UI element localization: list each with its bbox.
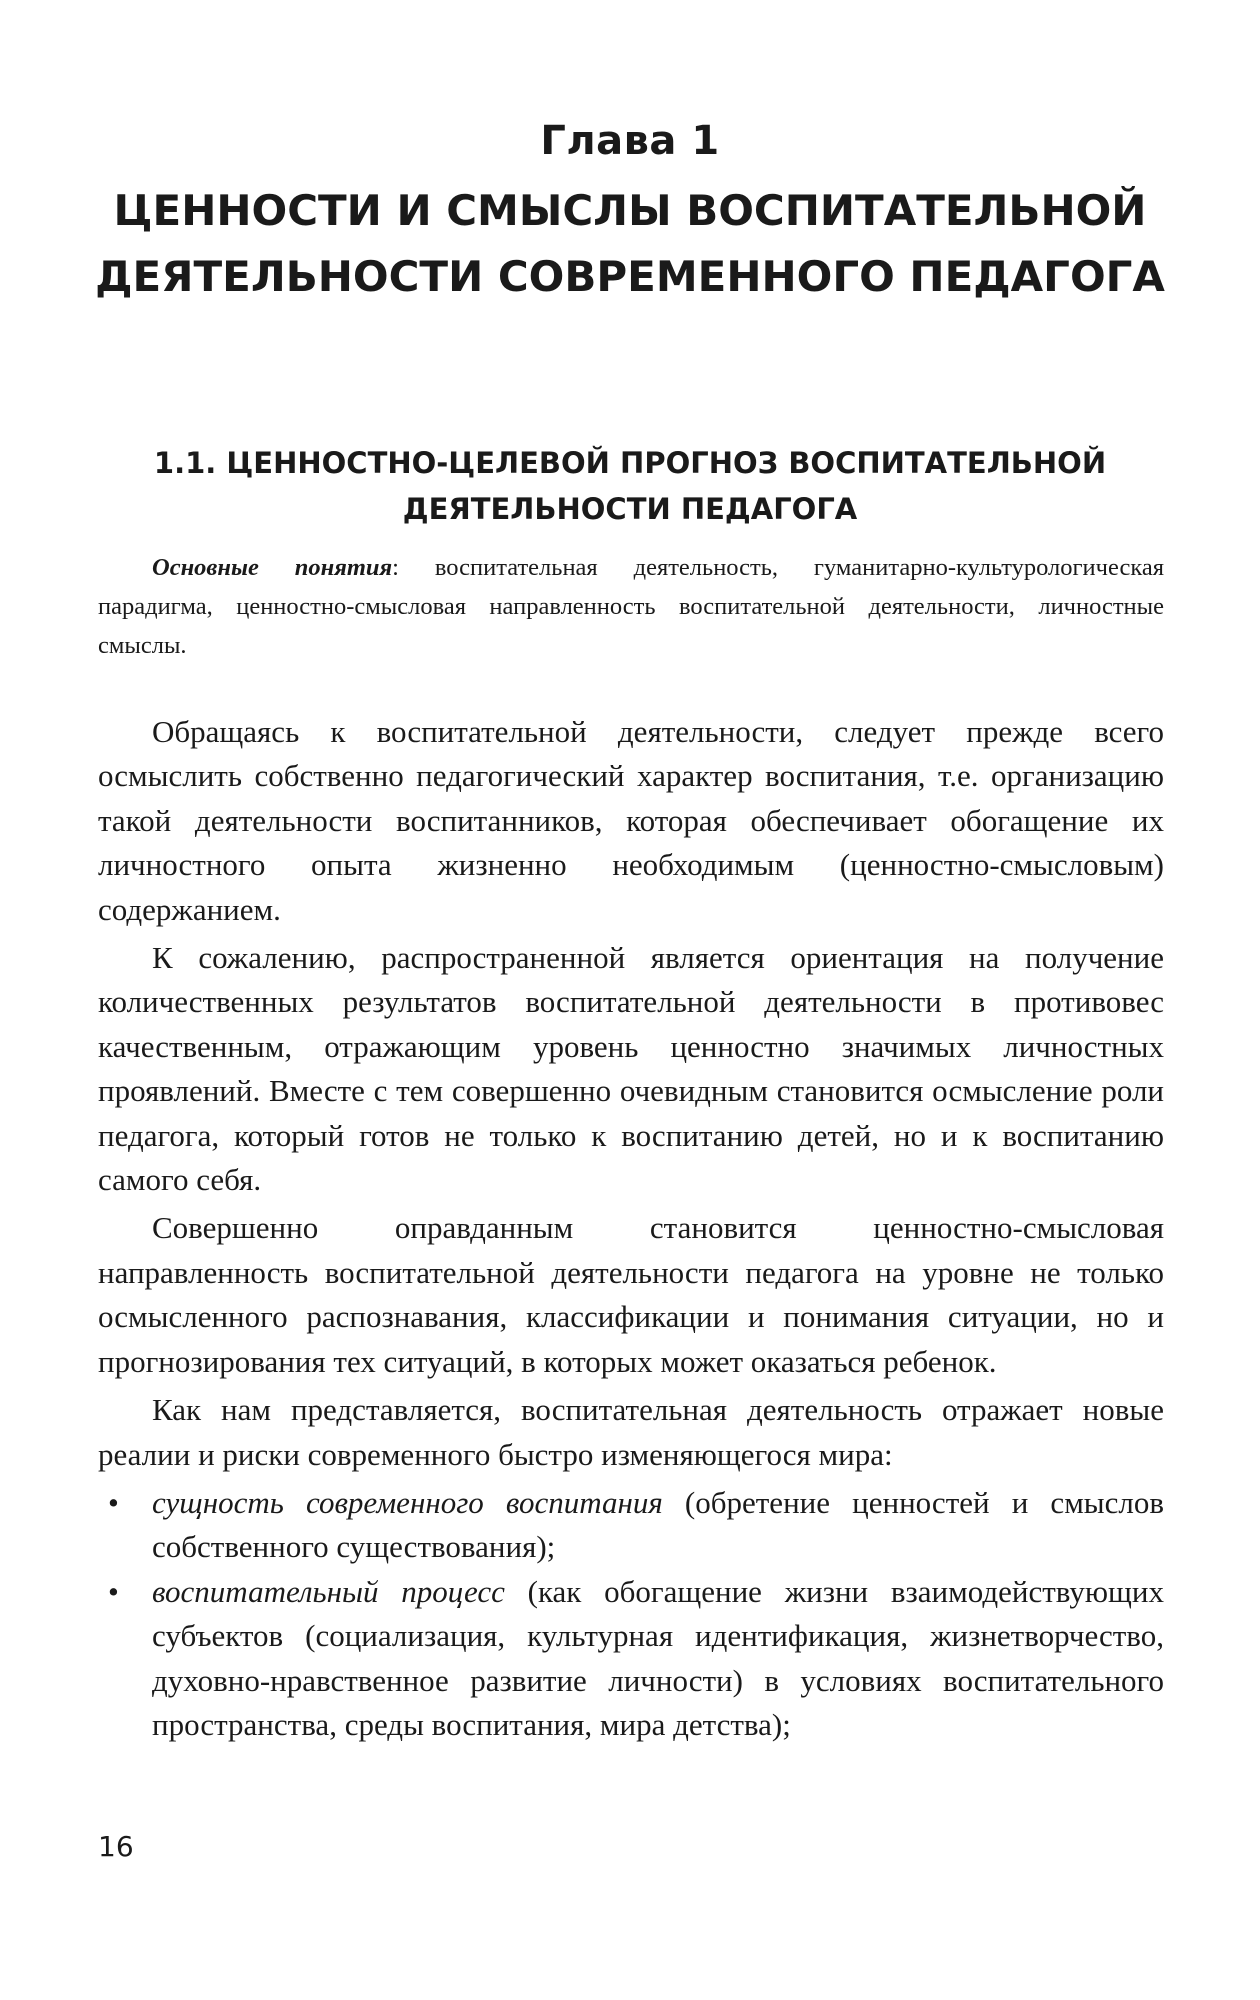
bullet-list	[98, 1481, 1164, 1747]
section-title: 1.1. ЦЕННОСТНО-ЦЕЛЕВОЙ ПРОГНОЗ ВОСПИТАТЕЛЬНОЙ ДЕЯТЕЛЬНОСТИ ПЕДАГОГА	[153, 446, 1107, 526]
bullet-marker: •	[108, 1573, 119, 1609]
key-concepts-text: : воспитательная деятельность, гуманитарно-культурологическая парадигма, ценностно-смысловая направленность воспитательной деятельности, личностные смыслы.	[98, 554, 1164, 659]
paragraph: Как нам представляется, воспитательная деятельность отражает новые реалии и риски современного быстро изменяющегося мира:	[98, 1392, 1164, 1472]
bullet-text: (как обогащение жизни взаимодействующих субъектов (социализация, культурная идентификация, жизнетворчество, духовно-нравственное развитие личности) в условиях воспитательного пространства, среды воспитания, мира детства);	[152, 1573, 1164, 1742]
chapter-title: ЦЕННОСТИ И СМЫСЛЫ ВОСПИТАТЕЛЬНОЙ ДЕЯТЕЛЬНОСТИ СОВРЕМЕННОГО ПЕДАГОГА	[95, 186, 1165, 301]
bullet-term: воспитательный процесс	[152, 1573, 505, 1609]
paragraph: Совершенно оправданным становится ценностно-смысловая направленность воспитательной деятельности педагога на уровне не только осмысленного распознавания, классификации и понимания ситуации, но и прогнозирования тех ситуаций, в которых может оказаться ребенок.	[98, 1210, 1164, 1379]
bullet-marker: •	[108, 1484, 119, 1520]
bullet-text: (обретение ценностей и смыслов собственного существования);	[152, 1484, 1164, 1565]
bullet-term: сущность современного воспитания	[152, 1484, 663, 1520]
chapter-label: Глава 1	[540, 118, 720, 164]
paragraph: К сожалению, распространенной является ориентация на получение количественных результатов воспитательной деятельности в противовес качественным, отражающим уровень ценностно значимых личностных проявлений. Вместе с тем совершенно очевидным становится осмысление роли педагога, который готов не только к воспитанию детей, но и к воспитанию самого себя.	[98, 940, 1164, 1198]
bullet-item	[98, 1481, 1164, 1570]
key-concepts	[98, 548, 1164, 665]
page-number: 16	[98, 1830, 134, 1863]
paragraph: Обращаясь к воспитательной деятельности, следует прежде всего осмыслить собственно педагогический характер воспитания, т.е. организацию такой деятельности воспитанников, которая обеспечивает обогащение их личностного опыта жизненно необходимым (ценностно-смысловым) содержанием.	[98, 714, 1164, 927]
bullet-item	[98, 1570, 1164, 1748]
key-concepts-label: Основные понятия	[152, 554, 393, 581]
body-text	[98, 710, 1164, 1747]
